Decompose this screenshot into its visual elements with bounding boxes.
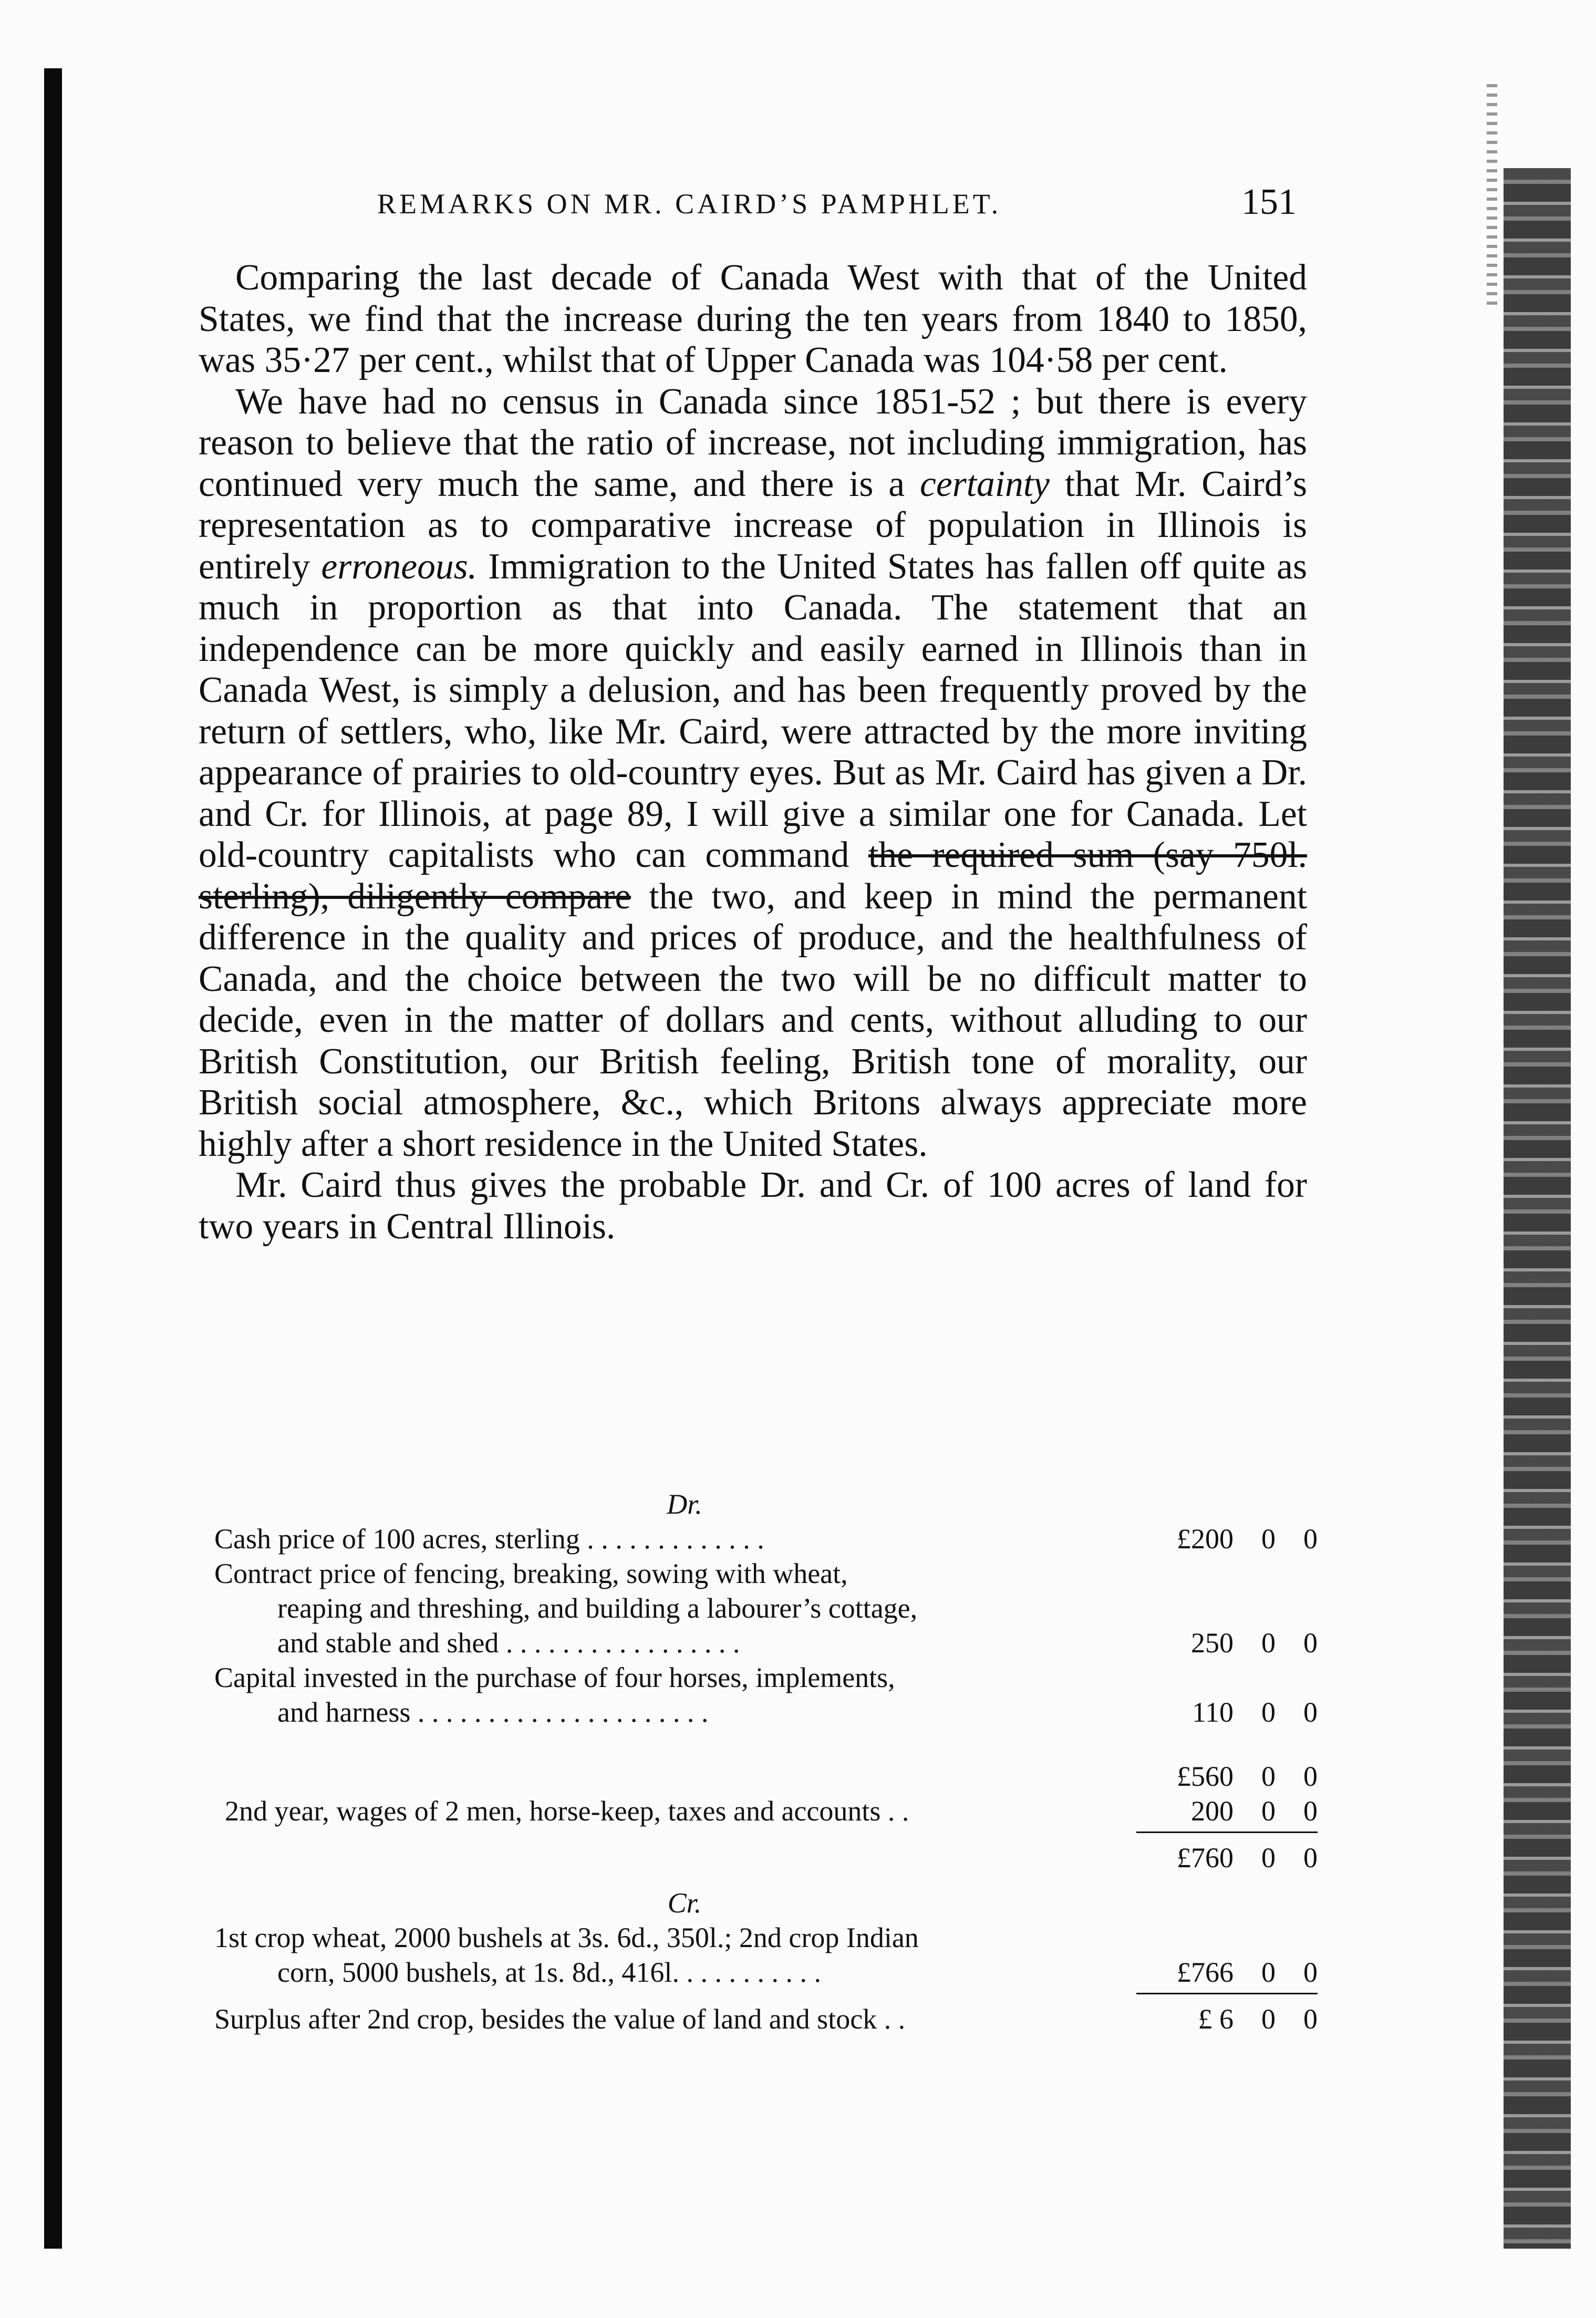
total-pence: 0 (1303, 1842, 1318, 1874)
running-header (199, 181, 1297, 229)
amount-shillings: 0 (1261, 1696, 1276, 1728)
account-line-text: 1st crop wheat, 2000 bushels at 3s. 6d., 350l.; 2nd crop Indian (214, 1922, 919, 1953)
account-line-text: reaping and threshing, and building a labourer’s cottage, (277, 1592, 918, 1624)
second-year-pence: 0 (1303, 1795, 1318, 1827)
surplus-pounds: £ 6 (1198, 2003, 1234, 2035)
account-line (214, 1556, 1318, 1591)
strike-text-run: the required sum (say 750l. sterling), diligently compare (199, 835, 1307, 917)
second-year-pounds: 200 (1191, 1795, 1234, 1827)
text-run: that Mr. Caird’s representation as to comparative increase of population in Illinois is entirely (199, 463, 1307, 587)
italic-text-run: erroneous. (321, 546, 477, 587)
subtotal-shillings: 0 (1261, 1761, 1276, 1792)
account-line (214, 1660, 1318, 1695)
body-text (199, 257, 1307, 1247)
paragraph (199, 1165, 1307, 1247)
account-line (214, 1695, 1318, 1730)
amount-shillings: 0 (1261, 1523, 1276, 1555)
amount-pence: 0 (1303, 1627, 1318, 1659)
account-line (214, 1955, 1318, 1990)
amount-pence: 0 (1303, 1696, 1318, 1728)
account-line-text: corn, 5000 bushels, at 1s. 8d., 416l. . . . . . . . . . . (277, 1957, 821, 1988)
account-line (214, 1591, 1318, 1626)
second-year-shillings: 0 (1261, 1795, 1276, 1827)
subtotal-pence: 0 (1303, 1761, 1318, 1792)
paragraph (199, 257, 1307, 381)
total-shillings: 0 (1261, 1842, 1276, 1874)
amount-pounds: 110 (1192, 1696, 1234, 1728)
amount-shillings: 0 (1261, 1627, 1276, 1659)
dr-cr-account (214, 1487, 1318, 2036)
account-line-text: Cash price of 100 acres, sterling . . . . . . . . . . . . . (214, 1523, 764, 1555)
paragraph (199, 381, 1307, 1165)
amount-pounds: £766 (1177, 1957, 1234, 1988)
account-line (214, 1626, 1318, 1660)
account-line (214, 1522, 1318, 1556)
account-line-text: Contract price of fencing, breaking, sowing with wheat, (214, 1558, 848, 1589)
dr-heading: Dr. (667, 1488, 702, 1520)
second-year-row (214, 1794, 1318, 1828)
scan-page-edge (1504, 168, 1571, 2249)
subtotal-row (214, 1759, 1318, 1794)
account-line-text: Capital invested in the purchase of four horses, implements, (214, 1662, 895, 1693)
account-line (214, 1920, 1318, 1955)
text-run: the two, and keep in mind the permanent difference in the quality and prices of produce, and the healthfulness of Canada, and the choice between the two will be no difficult matter to decide, even in the matter of dollars and cents, without alluding to our British Constitution, our British feeling, British tone of morality, our British social atmosphere, &c., which Britons always appreciate more highly after a short residence in the United States. (199, 876, 1308, 1164)
amount-pounds: 250 (1191, 1627, 1234, 1659)
surplus-rule (1136, 1993, 1318, 1994)
total-row (214, 1840, 1318, 1875)
text-run: Comparing the last decade of Canada West with that of the United States, we find that the increase during the ten years from 1840 to 1850, was 35·27 per cent., whilst that of Upper Canada was 104·58 per cent. (199, 257, 1307, 380)
surplus-pence: 0 (1303, 2003, 1318, 2035)
amount-pounds: £200 (1177, 1523, 1234, 1555)
surplus-text: Surplus after 2nd crop, besides the value of land and stock . . (214, 2003, 906, 2035)
cr-heading: Cr. (667, 1887, 702, 1919)
amount-shillings: 0 (1261, 1957, 1276, 1988)
cr-row (214, 1920, 1318, 1990)
scan-page-edge-top (1487, 84, 1497, 305)
total-rule (1136, 1831, 1318, 1833)
text-run: Mr. Caird thus gives the probable Dr. and Cr. of 100 acres of land for two years in Central Illinois. (199, 1165, 1307, 1247)
amount-pence: 0 (1303, 1523, 1318, 1555)
second-year-text: 2nd year, wages of 2 men, horse-keep, taxes and accounts . . (225, 1795, 909, 1827)
subtotal-pounds: £560 (1177, 1761, 1234, 1792)
surplus-row (214, 2002, 1318, 2036)
page-number: 151 (1241, 182, 1297, 222)
account-line-text: and harness . . . . . . . . . . . . . . . . . . . . . (277, 1696, 709, 1728)
dr-rows (214, 1522, 1318, 1730)
text-run: We have had no census in Canada since 1851-52 ; but there is every reason to believe that the ratio of increase, not including immigration, has continued very much the same, and there is a (199, 381, 1307, 504)
text-run: Immigration to the United States has fallen off quite as much in proportion as that into Canada. The statement that an independence can be more quickly and easily earned in Illinois than in Canada West, is simply a delusion, and has been frequently proved by the return of settlers, who, like Mr. Caird, were attracted by the more inviting appearance of prairies to old-country eyes. But as Mr. Caird has given a Dr. and Cr. for Illinois, at page 89, I will give a similar one for Canada. Let old-country capitalists who can command (199, 546, 1307, 875)
italic-text-run: certainty (920, 463, 1050, 504)
account-line-text: and stable and shed . . . . . . . . . . . . . . . . . (277, 1627, 740, 1659)
running-title: REMARKS ON MR. CAIRD’S PAMPHLET. (377, 188, 1002, 220)
scan-margin-bar (44, 68, 62, 2249)
amount-pence: 0 (1303, 1957, 1318, 1988)
surplus-shillings: 0 (1261, 2003, 1276, 2035)
total-pounds: £760 (1177, 1842, 1234, 1874)
